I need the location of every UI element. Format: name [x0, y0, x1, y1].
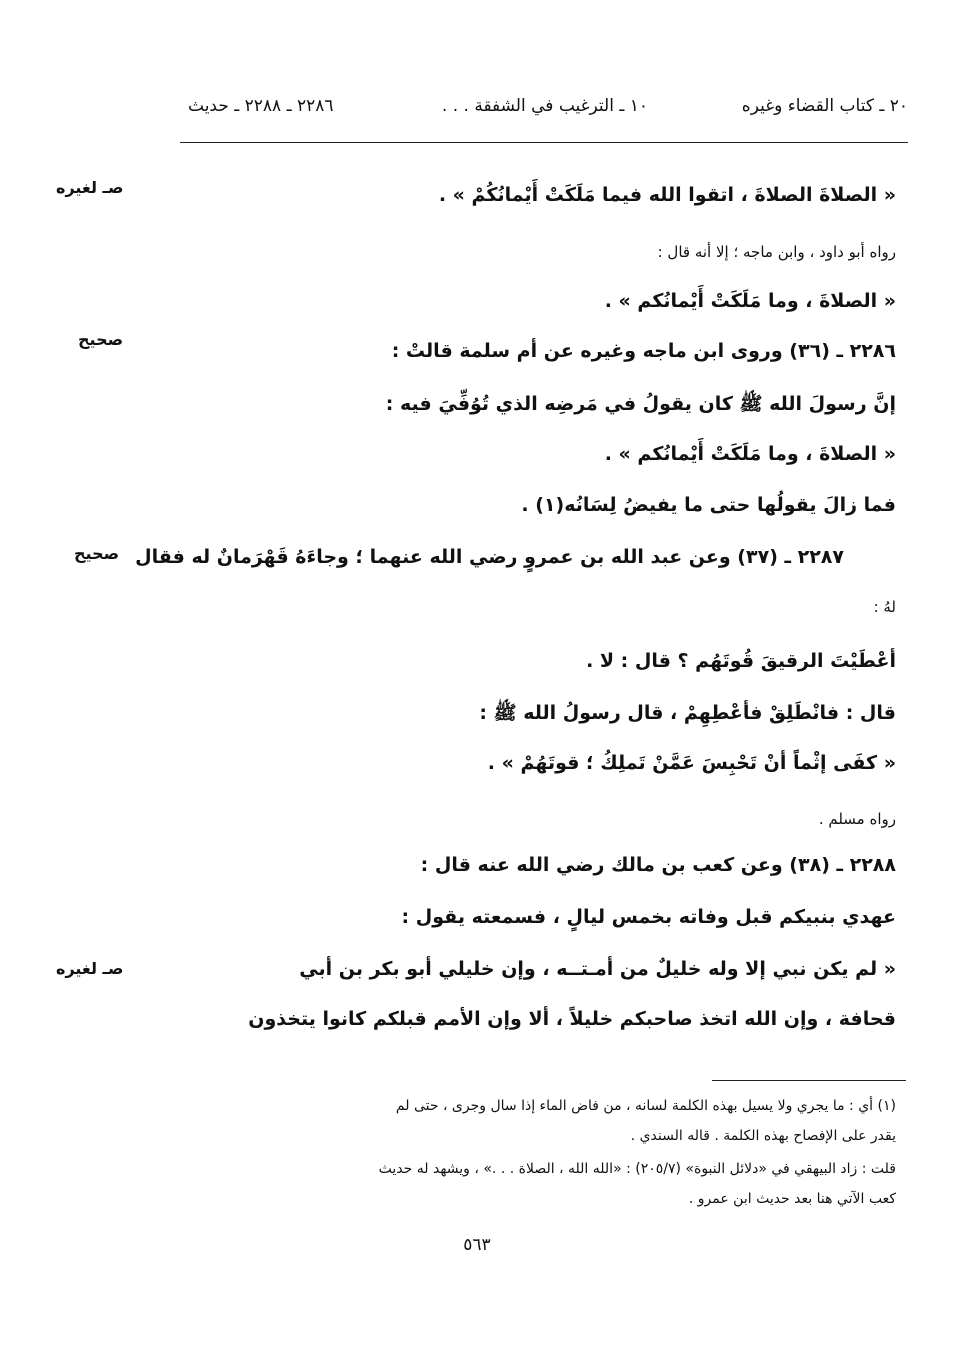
header-chapter: ٢٠ ـ كتاب القضاء وغيره	[741, 96, 908, 116]
header-section: ١٠ ـ الترغيب في الشفقة . . .	[441, 96, 648, 116]
hadith-2288-line: ٢٢٨٨ ـ (٣٨) وعن كعب بن مالك رضي الله عنه قال :	[420, 854, 896, 876]
running-header	[180, 96, 908, 126]
text-line: عهدي بنبيكم قبل وفاته بخمس ليالٍ ، فسمعته يقول :	[401, 906, 896, 928]
footnote-divider	[712, 1080, 906, 1081]
footnote-line: قلت : زاد البيهقي في «دلائل النبوة» (٢٠٥/٧) : «الله الله ، الصلاة . . .» ، ويشهد له حديث	[378, 1161, 896, 1177]
footnote-line: كعب الآتي هنا بعد حديث ابن عمرو .	[688, 1191, 896, 1207]
text-line: لهُ :	[873, 598, 896, 616]
grade-label: صحيح	[74, 544, 120, 563]
footnote-line: يقدر على الإفصاح بهذه الكلمة . قاله السندي .	[630, 1128, 896, 1144]
text-line: « كفَى إثْماً أنْ تَحْبِسَ عَمَّنْ تَملِكُ ؛ قوتَهُمْ » .	[487, 752, 896, 774]
grade-label: صـ لغيره	[56, 178, 124, 197]
header-hadith-range: ٢٢٨٦ ـ ٢٢٨٨ ـ حديث	[188, 96, 334, 116]
text-line: رواه أبو داود ، وابن ماجه ؛ إلا أنه قال :	[657, 243, 896, 261]
text-line: أعْطَيْتَ الرقيقَ قُوتَهُم ؟ قال : لا .	[586, 650, 896, 672]
grade-label: صحيح	[78, 330, 124, 349]
text-line: قحافة ، وإن الله اتخذ صاحبكم خليلاً ، ألا وإن الأمم قبلكم كانوا يتخذون	[248, 1008, 896, 1030]
text-line: « الصلاةَ ، وما مَلَكَتْ أَيْمانُكم » .	[604, 443, 896, 465]
page-number: ٥٦٣	[463, 1235, 491, 1255]
text-line: « الصلاةَ الصلاةَ ، اتقوا الله فيما مَلَكَتْ أَيْمانُكُمْ » .	[438, 184, 896, 206]
text-line: قال : فانْطَلِقْ فأعْطِهِمْ ، قال رسولُ الله ﷺ :	[479, 702, 896, 724]
header-divider	[180, 142, 908, 143]
footnote-line: (١) أي : ما يجري ولا يسيل بهذه الكلمة لسانه ، من فاض الماء إذا سال وجرى ، حتى لم	[395, 1098, 896, 1114]
hadith-2286-line: ٢٢٨٦ ـ (٣٦) وروى ابن ماجه وغيره عن أم سلمة قالتْ :	[391, 340, 896, 362]
grade-label: صـ لغيره	[56, 959, 124, 978]
text-line: « لم يكن نبي إلا وله خليلٌ من أمـتــه ، وإن خليلي أبو بكر بن أبي	[299, 958, 896, 980]
text-line: « الصلاةَ ، وما مَلَكَتْ أَيْمانُكم » .	[604, 290, 896, 312]
text-line: فما زالَ يقولُها حتى ما يفيضُ لِسَانُه(١) .	[521, 494, 896, 516]
text-line: رواه مسلم .	[818, 810, 896, 828]
text-line: إنَّ رسولَ الله ﷺ كان يقولُ في مَرضِه الذي تُوُفِّيَ فيه :	[385, 393, 896, 415]
hadith-2287-line: ٢٢٨٧ ـ (٣٧) وعن عبد الله بن عمروٍ رضي الله عنهما ؛ وجاءَهُ قَهْرَمانٌ له فقال	[135, 546, 844, 568]
